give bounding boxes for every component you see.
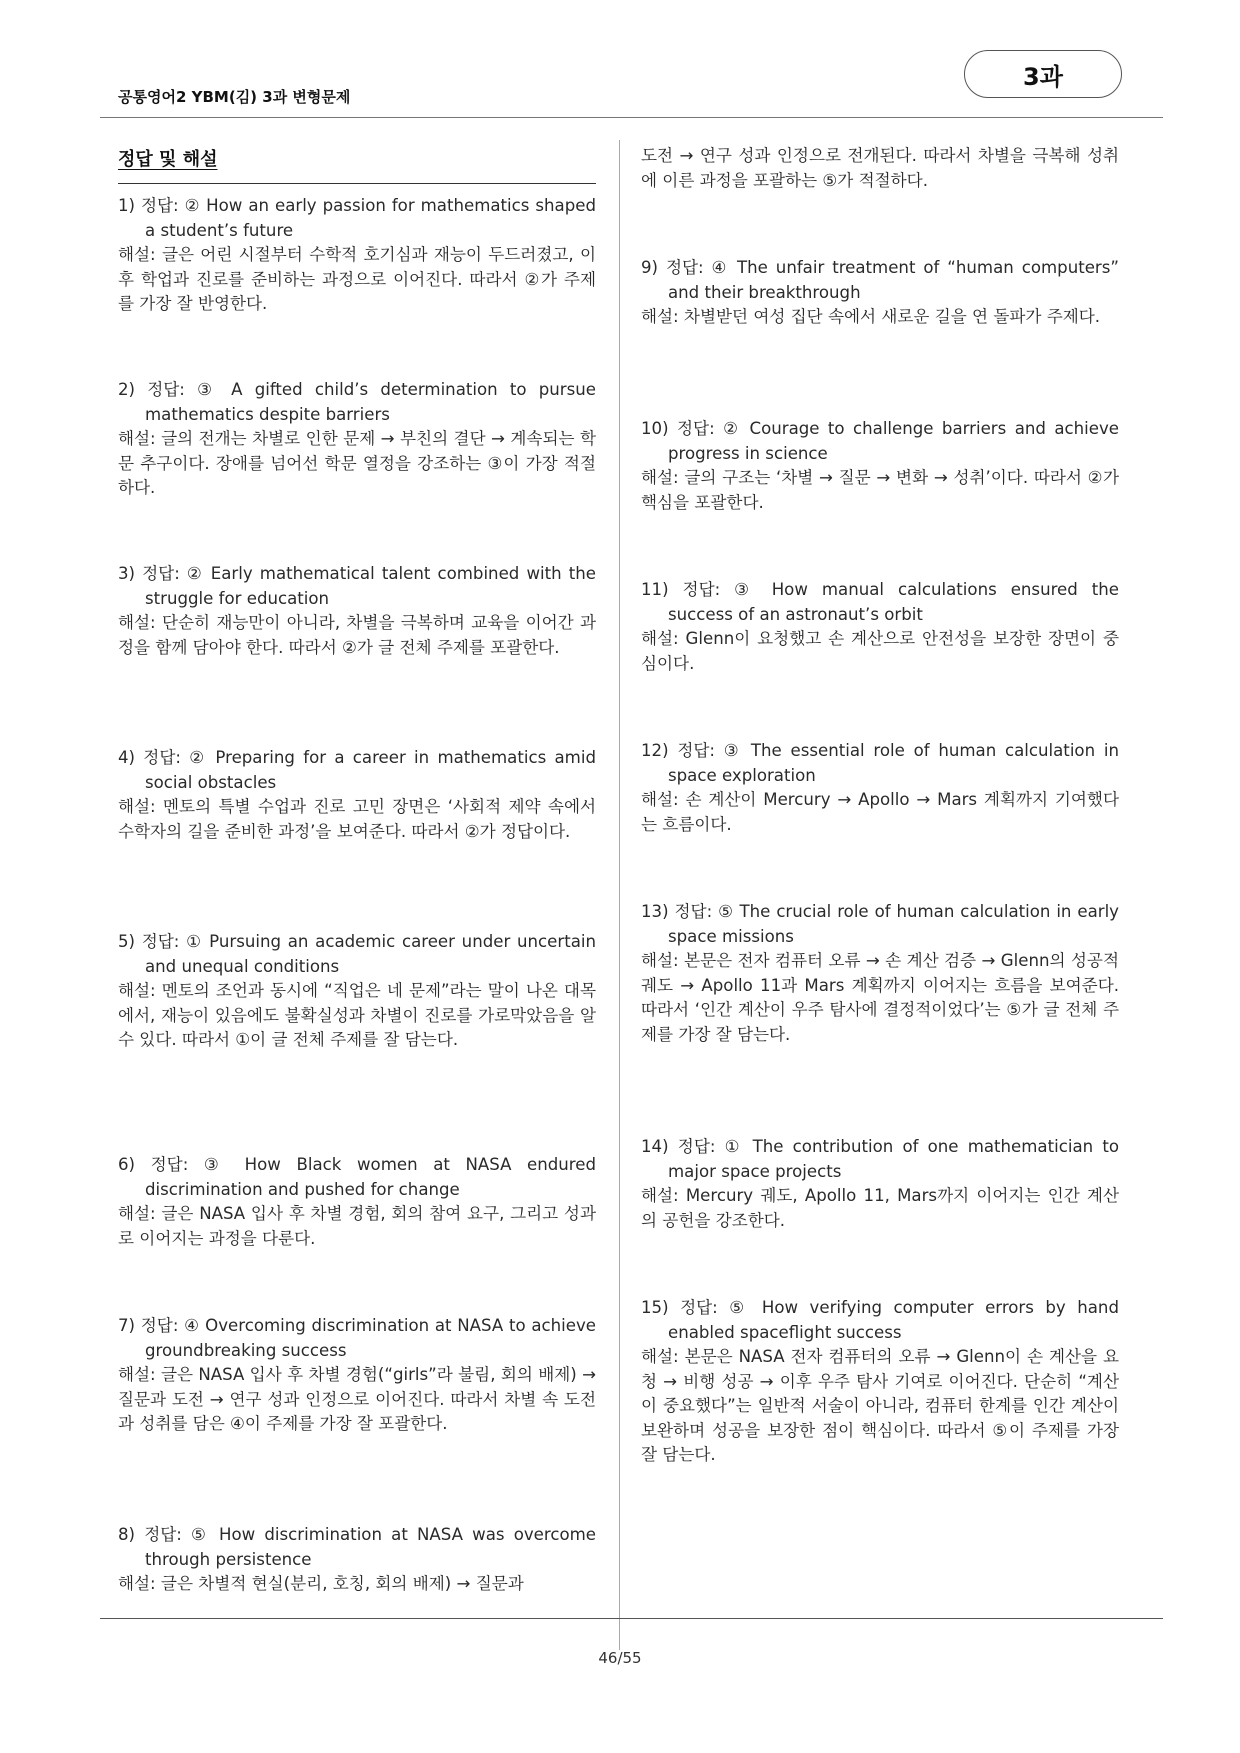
footer-divider xyxy=(100,1618,1163,1619)
explanation-text: 해설: Glenn이 요청했고 손 계산으로 안전성을 보장한 장면이 중심이다. xyxy=(641,629,1119,673)
document-header-title: 공통영어2 YBM(김) 3과 변형문제 xyxy=(118,88,351,106)
answer-entry-3 xyxy=(118,562,596,660)
answer-line: 14) 정답: ① The contribution of one mathematician to major space projects xyxy=(641,1137,1119,1181)
explanation-text: 해설: 글은 NASA 입사 후 차별 경험(“girls”라 불림, 회의 배제) → 질문과 도전 → 연구 성과 인정으로 이어진다. 따라서 차별 속 도전과 성취를 담은 ④이 주제를 가장 잘 포괄한다. xyxy=(118,1365,596,1433)
section-title: 정답 및 해설 xyxy=(118,149,218,170)
answer-line: 9) 정답: ④ The unfair treatment of “human computers” and their breakthrough xyxy=(641,258,1119,302)
explanation-text: 해설: 본문은 전자 컴퓨터 오류 → 손 계산 검증 → Glenn의 성공적 궤도 → Apollo 11과 Mars 계획까지 이어지는 흐름을 보여준다. 따라서 ‘인간 계산이 우주 탐사에 결정적이었다’는 ⑤가 글 전체 주제를 가장 잘 담는다. xyxy=(641,951,1119,1044)
explanation-text: 해설: 글은 어린 시절부터 수학적 호기심과 재능이 두드러졌고, 이후 학업과 진로를 준비하는 과정으로 이어진다. 따라서 ②가 주제를 가장 잘 반영한다. xyxy=(118,245,596,313)
answer-line: 1) 정답: ② How an early passion for mathematics shaped a student’s future xyxy=(118,196,596,240)
answer-line: 13) 정답: ⑤ The crucial role of human calculation in early space missions xyxy=(641,902,1119,946)
explanation-text: 해설: 글의 구조는 ‘차별 → 질문 → 변화 → 성취’이다. 따라서 ②가 핵심을 포괄한다. xyxy=(641,468,1119,512)
explanation-text: 해설: 글의 전개는 차별로 인한 문제 → 부친의 결단 → 계속되는 학문 추구이다. 장애를 넘어선 학문 열정을 강조하는 ③이 가장 적절하다. xyxy=(118,429,596,497)
answer-entry-8 xyxy=(118,1523,596,1597)
answer-entry-1 xyxy=(118,194,596,317)
answer-entry-11 xyxy=(641,578,1119,676)
answer-entry-7 xyxy=(118,1314,596,1437)
answer-line: 8) 정답: ⑤ How discrimination at NASA was overcome through persistence xyxy=(118,1525,596,1569)
answer-entry-10 xyxy=(641,417,1119,515)
explanation-text: 해설: 멘토의 특별 수업과 진로 고민 장면은 ‘사회적 제약 속에서 수학자의 길을 준비한 과정’을 보여준다. 따라서 ②가 정답이다. xyxy=(118,797,596,841)
section-title-divider xyxy=(118,183,596,184)
explanation-text: 해설: 글은 NASA 입사 후 차별 경험, 회의 참여 요구, 그리고 성과로 이어지는 과정을 다룬다. xyxy=(118,1204,596,1248)
answer-line: 6) 정답: ③ How Black women at NASA endured discrimination and pushed for change xyxy=(118,1155,596,1199)
answer-line: 11) 정답: ③ How manual calculations ensured the success of an astronaut’s orbit xyxy=(641,580,1119,624)
answer-line: 3) 정답: ② Early mathematical talent combined with the struggle for education xyxy=(118,564,596,608)
answer-entry-9 xyxy=(641,256,1119,330)
page-number: 46/55 xyxy=(598,1649,642,1667)
explanation-text: 해설: 멘토의 조언과 동시에 “직업은 네 문제”라는 말이 나온 대목에서, 재능이 있음에도 불확실성과 차별이 진로를 가로막았음을 알 수 있다. 따라서 ①이 글 전체 주제를 잘 담는다. xyxy=(118,981,596,1049)
column-divider xyxy=(619,140,620,1650)
answer-entry-5 xyxy=(118,930,596,1053)
answer-line: 15) 정답: ⑤ How verifying computer errors by hand enabled spaceflight success xyxy=(641,1298,1119,1342)
header-divider xyxy=(100,117,1163,118)
explanation-text: 해설: 손 계산이 Mercury → Apollo → Mars 계획까지 기여했다는 흐름이다. xyxy=(641,790,1119,834)
explanation-text: 해설: Mercury 궤도, Apollo 11, Mars까지 이어지는 인간 계산의 공헌을 강조한다. xyxy=(641,1186,1119,1230)
answer-line: 2) 정답: ③ A gifted child’s determination to pursue mathematics despite barriers xyxy=(118,380,596,424)
answer-entry-8-continued xyxy=(641,144,1119,193)
explanation-text: 해설: 본문은 NASA 전자 컴퓨터의 오류 → Glenn이 손 계산을 요청 → 비행 성공 → 이후 우주 탐사 기여로 이어진다. 단순히 “계산이 중요했다”는 일반적 서술이 아니라, 컴퓨터 한계를 인간 계산이 보완하며 성공을 보장한 점이 핵심이다. 따라서 ⑤이 주제를 가장 잘 담는다. xyxy=(641,1347,1119,1464)
answer-entry-14 xyxy=(641,1135,1119,1233)
answer-entry-6 xyxy=(118,1153,596,1251)
answer-entry-13 xyxy=(641,900,1119,1047)
answer-entry-2 xyxy=(118,378,596,501)
answer-entry-4 xyxy=(118,746,596,844)
answer-line: 7) 정답: ④ Overcoming discrimination at NASA to achieve groundbreaking success xyxy=(118,1316,596,1360)
answer-line: 10) 정답: ② Courage to challenge barriers and achieve progress in science xyxy=(641,419,1119,463)
explanation-text: 해설: 글은 차별적 현실(분리, 호칭, 회의 배제) → 질문과 xyxy=(118,1574,524,1593)
explanation-continued-text: 도전 → 연구 성과 인정으로 전개된다. 따라서 차별을 극복해 성취에 이른 과정을 포괄하는 ⑤가 적절하다. xyxy=(641,146,1119,190)
answer-entry-12 xyxy=(641,739,1119,837)
answer-entry-15 xyxy=(641,1296,1119,1468)
answer-line: 4) 정답: ② Preparing for a career in mathematics amid social obstacles xyxy=(118,748,596,792)
explanation-text: 해설: 차별받던 여성 집단 속에서 새로운 길을 연 돌파가 주제다. xyxy=(641,307,1101,326)
answer-line: 5) 정답: ① Pursuing an academic career under uncertain and unequal conditions xyxy=(118,932,596,976)
explanation-text: 해설: 단순히 재능만이 아니라, 차별을 극복하며 교육을 이어간 과정을 함께 담아야 한다. 따라서 ②가 글 전체 주제를 포괄한다. xyxy=(118,613,596,657)
answer-line: 12) 정답: ③ The essential role of human calculation in space exploration xyxy=(641,741,1119,785)
lesson-badge: 3과 xyxy=(964,50,1122,98)
